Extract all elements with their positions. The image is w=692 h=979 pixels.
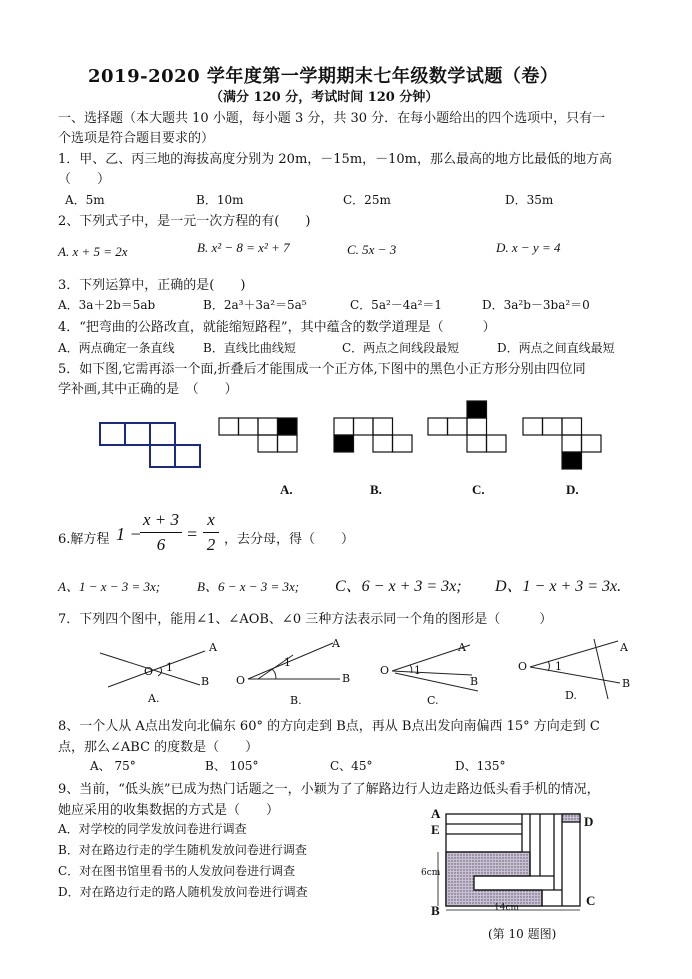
q7-c-cross (395, 673, 478, 691)
q5-net-d (523, 418, 601, 469)
fig10-label-c: C (586, 893, 596, 908)
q6-fraction-1 (140, 510, 182, 555)
q7-a-label-o: O (144, 665, 154, 678)
q6-den2: 2 (206, 535, 216, 554)
q7-b-label-o: O (236, 674, 246, 687)
q6-equals: = (187, 524, 198, 544)
q7-b-arc (272, 669, 276, 679)
fig10-width-label: 14cm (494, 903, 520, 913)
q7-angles-figure (0, 635, 692, 705)
q7-c-label-b: B (470, 675, 479, 688)
q5-label-b: B. (370, 482, 382, 497)
q7-stem: 7．下列四个图中，能用∠1、∠AOB、∠0 三种方法表示同一个角的图形是（ ） (58, 612, 553, 627)
q7-d-ray1 (530, 641, 618, 667)
fig10-label-d: D (584, 814, 594, 829)
fig10-label-b: B (431, 903, 440, 918)
q9-stem-line1: 9、当前，“低头族”已成为热门话题之一，小颖为了了解路边行人边走路边低头看手机的情况， (58, 782, 600, 797)
q4-option-a: A．两点确定一条直线 (58, 341, 175, 355)
q4-option-d: D．两点之间直线最短 (497, 341, 615, 355)
q5-nets-figure (0, 400, 692, 500)
q6-one-minus: 1 − (116, 524, 142, 544)
fig10-height-label: 6cm (421, 868, 441, 878)
q6-num2: x (207, 510, 215, 529)
q1-option-d: D．35m (505, 193, 554, 207)
q3-stem: 3．下列运算中，正确的是( ) (58, 278, 246, 293)
q8-option-d: D、135° (455, 759, 506, 773)
q2-stem: 2、下列式子中，是一元一次方程的有( ) (58, 214, 311, 229)
q3-option-a: A．3a＋2b＝5ab (58, 298, 156, 312)
q4-stem: 4．“把弯曲的公路改直，就能缩短路程”，其中蕴含的数学道理是（ ） (58, 320, 496, 335)
q6-den1: 6 (156, 535, 166, 554)
q3-option-d: D．3a²b－3ba²＝0 (482, 298, 590, 312)
q5-stem-line2: 学补画,其中正确的是 （ ） (58, 382, 238, 397)
q5-label-c: C. (472, 482, 485, 497)
q9-option-d: D．对在路边行走的路人随机发放问卷进行调查 (58, 885, 308, 899)
q7-d-label-a: A (620, 641, 628, 654)
fig10-shade-topright (562, 814, 580, 822)
q6-fraction-2 (203, 510, 219, 555)
q6-option-a: A、1 − x − 3 = 3x; (58, 579, 161, 594)
q6-option-d: D、1 − x + 3 = 3x. (495, 578, 622, 595)
q5-label-d: D. (566, 482, 579, 497)
q7-c-ray2 (392, 671, 472, 675)
q7-c-label-a: A (458, 641, 466, 654)
q2-option-c: C. 5x − 3 (347, 242, 397, 257)
fig10-caption: (第 10 题图) (488, 927, 557, 941)
q8-stem-line2: 点，那么∠ABC 的度数是（ ） (58, 740, 259, 755)
q9-option-c: C．对在图书馆里看书的人发放问卷进行调查 (58, 864, 296, 878)
q7-a-label-1: 1 (166, 661, 173, 674)
q5-net-b (334, 418, 412, 452)
fig10-label-e: E (431, 822, 440, 837)
q9-stem-line2: 她应采用的收集数据的方式是（ ） (58, 803, 280, 818)
fig10-shade-left (446, 852, 542, 906)
q9-option-a: A．对学校的同学发放问卷进行调查 (58, 822, 247, 836)
q9-option-b: B．对在路边行走的学生随机发放问卷进行调查 (58, 843, 307, 857)
q7-c-label-1: 1 (414, 664, 421, 677)
q5-net-c (428, 401, 506, 452)
q7-c-label-o: O (380, 664, 390, 677)
q6-num1: x + 3 (142, 510, 180, 529)
q7-d-arc (548, 661, 550, 671)
q8-stem-line1: 8、一个人从 A点出发向北偏东 60° 的方向走到 B点，再从 B点出发向南偏西 15° 方向走到 C (58, 719, 600, 734)
q3-option-c: C．5a²－4a²＝1 (350, 298, 443, 312)
q8-option-c: C、45° (330, 759, 373, 773)
q7-b-label-b: B (342, 672, 351, 685)
q7-label-d: D. (565, 689, 577, 702)
q6-option-b: B、6 − x − 3 = 3x; (197, 579, 300, 594)
q5-label-a: A. (280, 482, 293, 497)
fig10-label-a: A (431, 806, 441, 821)
q1-paren: （ ） (58, 172, 111, 187)
section-intro-line1: 一、选择题（本大题共 10 小题，每小题 3 分，共 30 分．在每小题给出的四个选项中，只有一 (58, 111, 606, 126)
q8-option-b: B、 105° (205, 759, 259, 773)
q3-option-b: B．2a³＋3a²＝5a⁵ (203, 298, 307, 312)
q7-d-label-o: O (518, 660, 528, 673)
q6-option-c: C、6 − x + 3 = 3x; (335, 578, 462, 595)
q7-d-label-b: B (622, 677, 631, 690)
q7-label-c: C. (427, 694, 439, 707)
q6-prefix: 6.解方程 (58, 532, 110, 547)
q8-option-a: A、 75° (90, 759, 136, 773)
q1-option-b: B．10m (196, 193, 244, 207)
q4-option-b: B．直线比曲线短 (203, 341, 296, 355)
q1-stem: 1．甲、乙、丙三地的海拔高度分别为 20m，－15m，－10m，那么最高的地方比最低的地方高 (58, 152, 613, 167)
q7-a-label-b: B (201, 675, 210, 688)
q7-d-cross (594, 639, 608, 699)
q7-label-a: A. (148, 692, 160, 705)
q7-b-label-1: 1 (284, 656, 291, 669)
q2-option-d: D. x − y = 4 (496, 240, 561, 255)
q7-label-b: B. (290, 694, 302, 707)
q1-option-c: C．25m (343, 193, 391, 207)
fig10-rectangle-figure (430, 806, 590, 912)
q1-option-a: A．5m (65, 193, 105, 207)
page-subtitle: （满分 120 分，考试时间 120 分钟） (210, 90, 439, 105)
q5-net-a (219, 418, 297, 452)
page-title: 2019-2020 学年度第一学期期末七年级数学试题（卷） (88, 66, 559, 87)
q2-option-a: A. x + 5 = 2x (58, 244, 128, 259)
section-intro-line2: 个选项是符合题目要求的） (58, 131, 215, 146)
q2-option-b: B. x² − 8 = x² + 7 (197, 240, 290, 255)
q7-d-label-1: 1 (555, 660, 562, 673)
q7-b-label-a: A (332, 637, 340, 650)
q5-stem-line1: 5．如下图,它需再添一个面,折叠后才能围成一个正方体,下图中的黑色小正方形分别由四位同 (58, 362, 586, 377)
q5-original-net (100, 423, 200, 467)
q7-a-label-a: A (209, 641, 217, 654)
q7-d-ray2 (530, 667, 620, 683)
q6-suffix: ，去分母，得（ ） (224, 532, 355, 547)
q4-option-c: C．两点之间线段最短 (342, 341, 460, 355)
